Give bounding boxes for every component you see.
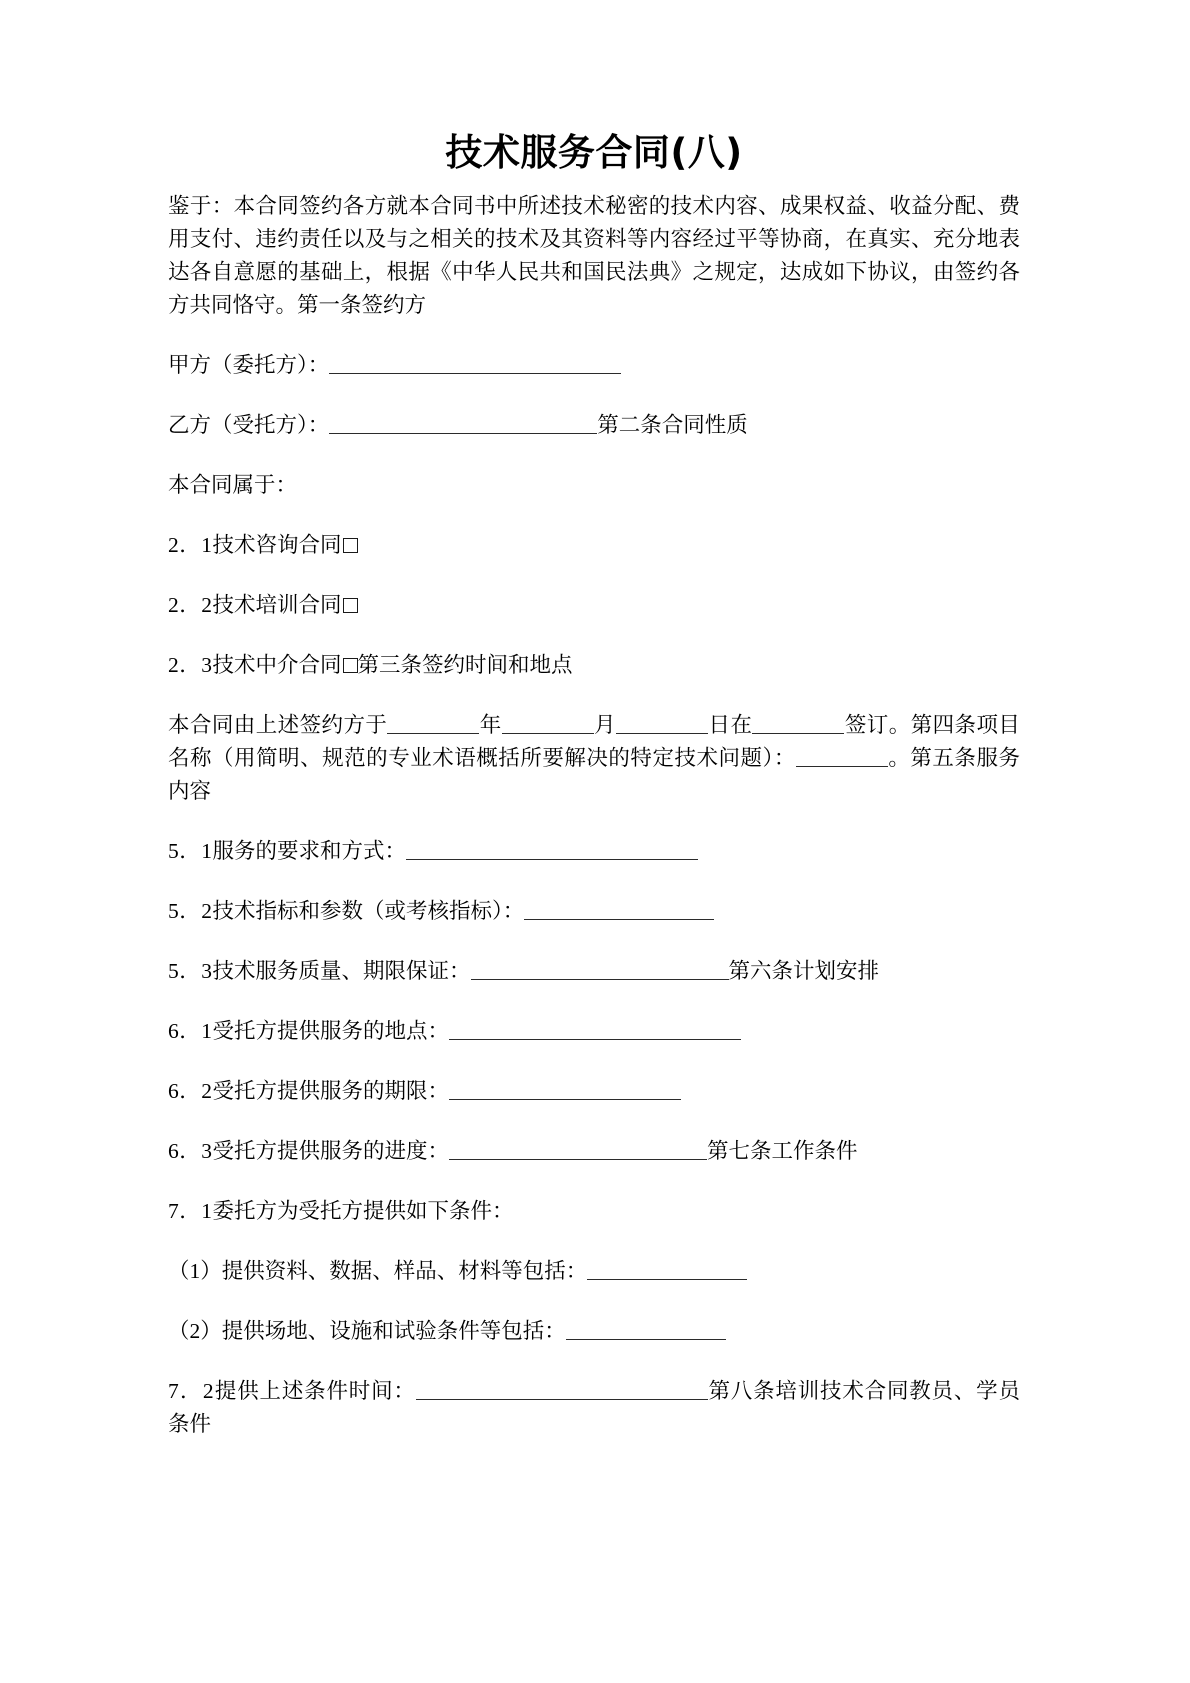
nature-option-3-label: 技术中介合同 bbox=[212, 653, 342, 678]
signing-unit-year: 年 bbox=[479, 713, 502, 738]
schedule-item-3-number: 6．3 bbox=[168, 1139, 213, 1164]
schedule-item-2 bbox=[168, 1075, 1020, 1108]
conditions-time-item-blank[interactable] bbox=[416, 1377, 708, 1401]
schedule-item-1-blank[interactable] bbox=[449, 1017, 741, 1041]
signing-word: 签订。 bbox=[844, 713, 911, 738]
conditions-time-item bbox=[168, 1375, 1020, 1441]
checkbox-unchecked-icon[interactable] bbox=[343, 598, 358, 613]
service-item-3-trailing: 第六条计划安排 bbox=[728, 959, 880, 984]
service-item-1-blank[interactable] bbox=[406, 837, 698, 861]
conditions-sub-item-1 bbox=[168, 1255, 1020, 1288]
nature-option-3-number: 2．3 bbox=[168, 653, 213, 678]
checkbox-unchecked-icon[interactable] bbox=[343, 538, 358, 553]
conditions-time-item-number: 7．2 bbox=[168, 1379, 215, 1404]
preamble-law-name: 《中华人民共和国民法典》 bbox=[430, 260, 693, 285]
signing-unit-day: 日在 bbox=[708, 713, 753, 738]
signing-unit-month: 月 bbox=[593, 713, 617, 738]
service-item-2-blank[interactable] bbox=[524, 897, 714, 921]
party-b-label: 乙方（受托方）： bbox=[168, 413, 330, 438]
service-item-1-label: 服务的要求和方式： bbox=[212, 839, 407, 864]
checkbox-unchecked-icon[interactable] bbox=[343, 658, 358, 673]
clause-four-text: 第四条项目名称（用简明、规范的专业术语概括所要解决的特定技术问题）： bbox=[168, 713, 1020, 771]
preamble-paragraph bbox=[168, 190, 1020, 322]
conditions-time-item-label: 提供上述条件时间： bbox=[214, 1379, 416, 1404]
schedule-item-3-blank[interactable] bbox=[449, 1137, 707, 1161]
conditions-sub-item-2-blank[interactable] bbox=[566, 1317, 726, 1341]
schedule-item-2-label: 受托方提供服务的期限： bbox=[212, 1079, 450, 1104]
nature-option-3 bbox=[168, 649, 1020, 682]
preamble-text-before-law: 鉴于：本合同签约各方就本合同书中所述技术秘密的技术内容、成果权益、收益分配、费用支付、违约责任以及与之相关的技术及其资料等内容经过平等协商，在真实、充分地表达各自意愿的基础上，根据 bbox=[168, 194, 1020, 285]
party-a-line bbox=[168, 349, 1020, 382]
project-name-blank[interactable] bbox=[796, 744, 888, 768]
party-b-trailing: 第二条合同性质 bbox=[597, 413, 748, 438]
service-item-2-number: 5．2 bbox=[168, 899, 213, 924]
service-item-1 bbox=[168, 835, 1020, 868]
schedule-item-1-number: 6．1 bbox=[168, 1019, 213, 1044]
nature-option-2-number: 2．2 bbox=[168, 593, 213, 618]
nature-option-1 bbox=[168, 529, 1020, 562]
conditions-sub-item-1-marker: （1） bbox=[168, 1259, 222, 1284]
party-b-blank[interactable] bbox=[329, 411, 597, 435]
signing-period: 。 bbox=[887, 746, 911, 771]
nature-option-1-label: 技术咨询合同 bbox=[212, 533, 342, 558]
signing-lead: 本合同由上述签约方于 bbox=[168, 713, 388, 738]
service-item-3-label: 技术服务质量、期限保证： bbox=[212, 959, 471, 984]
signing-day-blank[interactable] bbox=[616, 711, 708, 735]
signing-place-blank[interactable] bbox=[752, 711, 844, 735]
schedule-item-2-blank[interactable] bbox=[449, 1077, 681, 1101]
signing-month-blank[interactable] bbox=[502, 711, 594, 735]
schedule-item-1 bbox=[168, 1015, 1020, 1048]
service-item-3-blank[interactable] bbox=[471, 957, 729, 981]
service-item-1-number: 5．1 bbox=[168, 839, 213, 864]
nature-heading: 本合同属于： bbox=[168, 473, 298, 498]
signing-paragraph bbox=[168, 709, 1020, 808]
nature-option-2-label: 技术培训合同 bbox=[212, 593, 342, 618]
nature-option-3-trailing: 第三条签约时间和地点 bbox=[357, 653, 573, 678]
nature-option-2 bbox=[168, 589, 1020, 622]
conditions-time-item-trailing: 第八条培训技术合同教员、学员条件 bbox=[168, 1379, 1020, 1437]
service-item-3 bbox=[168, 955, 1020, 988]
conditions-heading bbox=[168, 1195, 1020, 1228]
clause-five-text: 第五条服务内容 bbox=[168, 746, 1020, 804]
service-item-3-number: 5．3 bbox=[168, 959, 213, 984]
schedule-item-3-label: 受托方提供服务的进度： bbox=[212, 1139, 450, 1164]
conditions-sub-item-1-blank[interactable] bbox=[587, 1257, 747, 1281]
party-b-line bbox=[168, 409, 1020, 442]
page-title: 技术服务合同(八) bbox=[445, 131, 743, 174]
conditions-heading-label: 委托方为受托方提供如下条件： bbox=[212, 1199, 514, 1224]
conditions-sub-item-1-label: 提供资料、数据、样品、材料等包括： bbox=[221, 1259, 588, 1284]
party-a-label: 甲方（委托方）： bbox=[168, 353, 330, 378]
nature-option-1-number: 2．1 bbox=[168, 533, 213, 558]
service-item-2 bbox=[168, 895, 1020, 928]
schedule-item-1-label: 受托方提供服务的地点： bbox=[212, 1019, 450, 1044]
schedule-item-3 bbox=[168, 1135, 1020, 1168]
conditions-sub-item-2-label: 提供场地、设施和试验条件等包括： bbox=[221, 1319, 566, 1344]
schedule-item-3-trailing: 第七条工作条件 bbox=[707, 1139, 858, 1164]
conditions-heading-number: 7．1 bbox=[168, 1199, 213, 1224]
conditions-sub-item-2-marker: （2） bbox=[168, 1319, 222, 1344]
conditions-sub-item-2 bbox=[168, 1315, 1020, 1348]
service-item-2-label: 技术指标和参数（或考核指标）： bbox=[212, 899, 525, 924]
signing-year-blank[interactable] bbox=[387, 711, 479, 735]
party-a-blank[interactable] bbox=[329, 351, 621, 375]
schedule-item-2-number: 6．2 bbox=[168, 1079, 213, 1104]
preamble-text-after-law: 之规定，达成如下协议，由签约各方共同恪守。第一条签约方 bbox=[168, 260, 1020, 318]
